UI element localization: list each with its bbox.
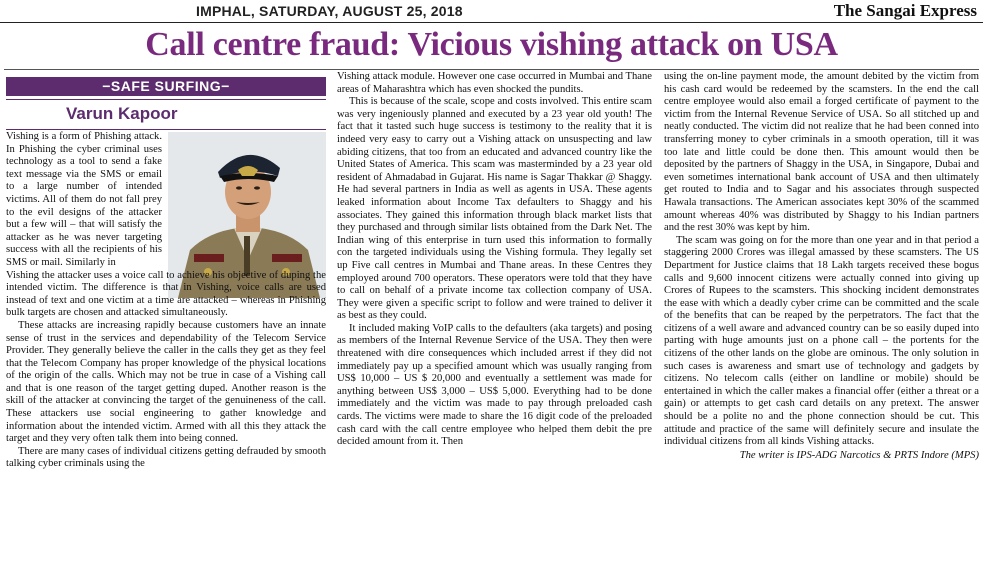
article-paragraph: The scam was going on for the more than one year and in that period a staggering 2000 Crores was illegal amassed by these scamsters. The US Department for Justice claims that 18 Lakh targets received these bogus calls and 9,600 innocent citizens were actually conned into giving up Crores of Rupees to the scamsters. This shocking incident demonstrates the ease with which a deadly cyber crime can be committed and the scale of the benefits that can be reaped by the perpetrators. The fact that the citizens of a well aware and advanced country can be so easily duped into parting with huge amounts just on a phone call – the portents for the citizens of the other lands on the globe are ominous. The only solution in such cases is awareness and smart use of technology and gadgets by citizens. No telecom calls (either on landline or mobile) should be entertained in which the caller makes a financial offer (either a threat or a gain) or attempts to get cash card details on any pretext. The answer should be a polite no and the phone connection should be cut. This attitude and practice of the same will definitely secure and insulate the individual citizens from all kinds Vishing attacks. <box>664 234 979 448</box>
article-column-2 <box>337 71 652 449</box>
dateline: IMPHAL, SATURDAY, AUGUST 25, 2018 <box>196 3 463 19</box>
article-column-1 <box>6 131 326 471</box>
article-paragraph: These attacks are increasing rapidly because customers have an innate sense of trust in the services and dependability of the Telecom Service Provider. They generally believe the caller in the calls they get as they feel that the Telecom Company has proper knowledge of the physical locations of the origin of the calls. Which may not be true in case of a Vishing call and that is one reason of the target getting duped. Another reason is the skill of the attacker at convincing the target of the genuineness of the call. These attackers use social engineering to gather knowledge and information about the intended victim. Armed with all this they attack the target and they very often talk them into being conned. <box>6 319 326 445</box>
article-column-3 <box>664 71 979 462</box>
article-paragraph: using the on-line payment mode, the amount debited by the victim from his cash card would be redeemed by the scamsters. In the end the call centre employee would also email a forged certificate of payment to the victim from the Internal Revenue Service of USA. So all stitched up and neatly conducted. The victim did not realize that he had been conned into transferring money to cyber criminals in a smooth operation, till it was too late and little could be done then. This amount would then be deposited by the partners of Shaggy in the USA, in Singapore, Dubai and even sometimes international bank account of USA and then ultimately get routed to India and to Sagar and his associates through suspected Hawala transactions. The American associates kept 30% of the scammed amount whereas 40% was distributed by Shaggy to his Indian partners and the rest 30% was kept by him. <box>664 71 979 234</box>
masthead <box>0 0 983 23</box>
headline-rule <box>4 69 979 70</box>
byline-box <box>6 99 326 130</box>
column-banner: −SAFE SURFING− <box>6 77 326 96</box>
article-paragraph: This is because of the scale, scope and costs involved. This entire scam was very ingeniously planned and executed by a 23 year old youth! The fact that it tasted such huge success is testimony to the reality that it is indeed very easy to carry out a Vishing attack on unsuspecting and law abiding citizens, that too from an educated and advanced country like the United States of America. This scam was masterminded by a 23 year old resident of Ahmadabad in Gujarat. His name is Sagar Thakkar @ Shaggy. He had several partners in India as well as agents in USA. These agents leaked information about Income Tax defaulters to Shaggy and his associates. They gained this information through black market lists that they purchased and through similar lists obtained from the Dark Net. The Indian wing of this enterprise in turn used this information to formally con the targeted individuals using the Vishing formula. They legally set up Five call centres in Mumbai and Thane areas. In these Centres they employed around 700 operators. These operators were told that they have to call on behalf of a private income tax collection company of USA. They were given a specific script to follow and were trained to deliver it as best as they could. <box>337 96 652 322</box>
headline: Call centre fraud: Vicious vishing attack on USA <box>145 26 838 63</box>
article-paragraph: Vishing attack module. However one case occurred in Mumbai and Thane areas of Maharashtra which has even shocked the pundits. <box>337 71 652 95</box>
article-paragraph: Vishing the attacker uses a voice call to achieve his objective of duping the intended victim. The difference is that in Vishing, voice calls are used instead of text and one victim at a time are attacked – whereas in Phishing bulk targets are chosen and attacked simultaneously. <box>6 269 326 319</box>
newspaper-name: The Sangai Express <box>833 1 977 20</box>
article-paragraph: It included making VoIP calls to the defaulters (aka targets) and posing as members of the Internal Revenue Service of the USA. They then were threatened with dire consequences which included arrest if they did not immediately pay up a specified amount which was usually ranging from US$ 10,000 – US $ 20,000 and eventually a settlement was made for anything between US$ 3,000 – US$ 5,000. Everything had to be done immediately and the victim was made to pay through preloaded cash cards. The victims were made to share the 16 digit code of the preloaded cash card with the call centre employee who helped them debit the pre decided amount from it. Then <box>337 322 652 448</box>
author-signature: The writer is IPS-ADG Narcotics & PRTS Indore (MPS) <box>739 449 979 461</box>
article-paragraph: Vishing is a form of Phishing attack. In Phishing the cyber criminal uses technology as a tool to send a fake text message via the SMS or email to a large number of intended victims. All of them do not fall prey to the evil designs of the attacker but a few will – that will satisfy the attacker as he was never targeting success with all the recipients of his SMS or mail. Similarly in <box>6 131 162 268</box>
article-paragraph: There are many cases of individual citizens getting defrauded by smooth talking cyber criminals using the <box>6 445 326 470</box>
byline: Varun Kapoor <box>66 104 178 123</box>
